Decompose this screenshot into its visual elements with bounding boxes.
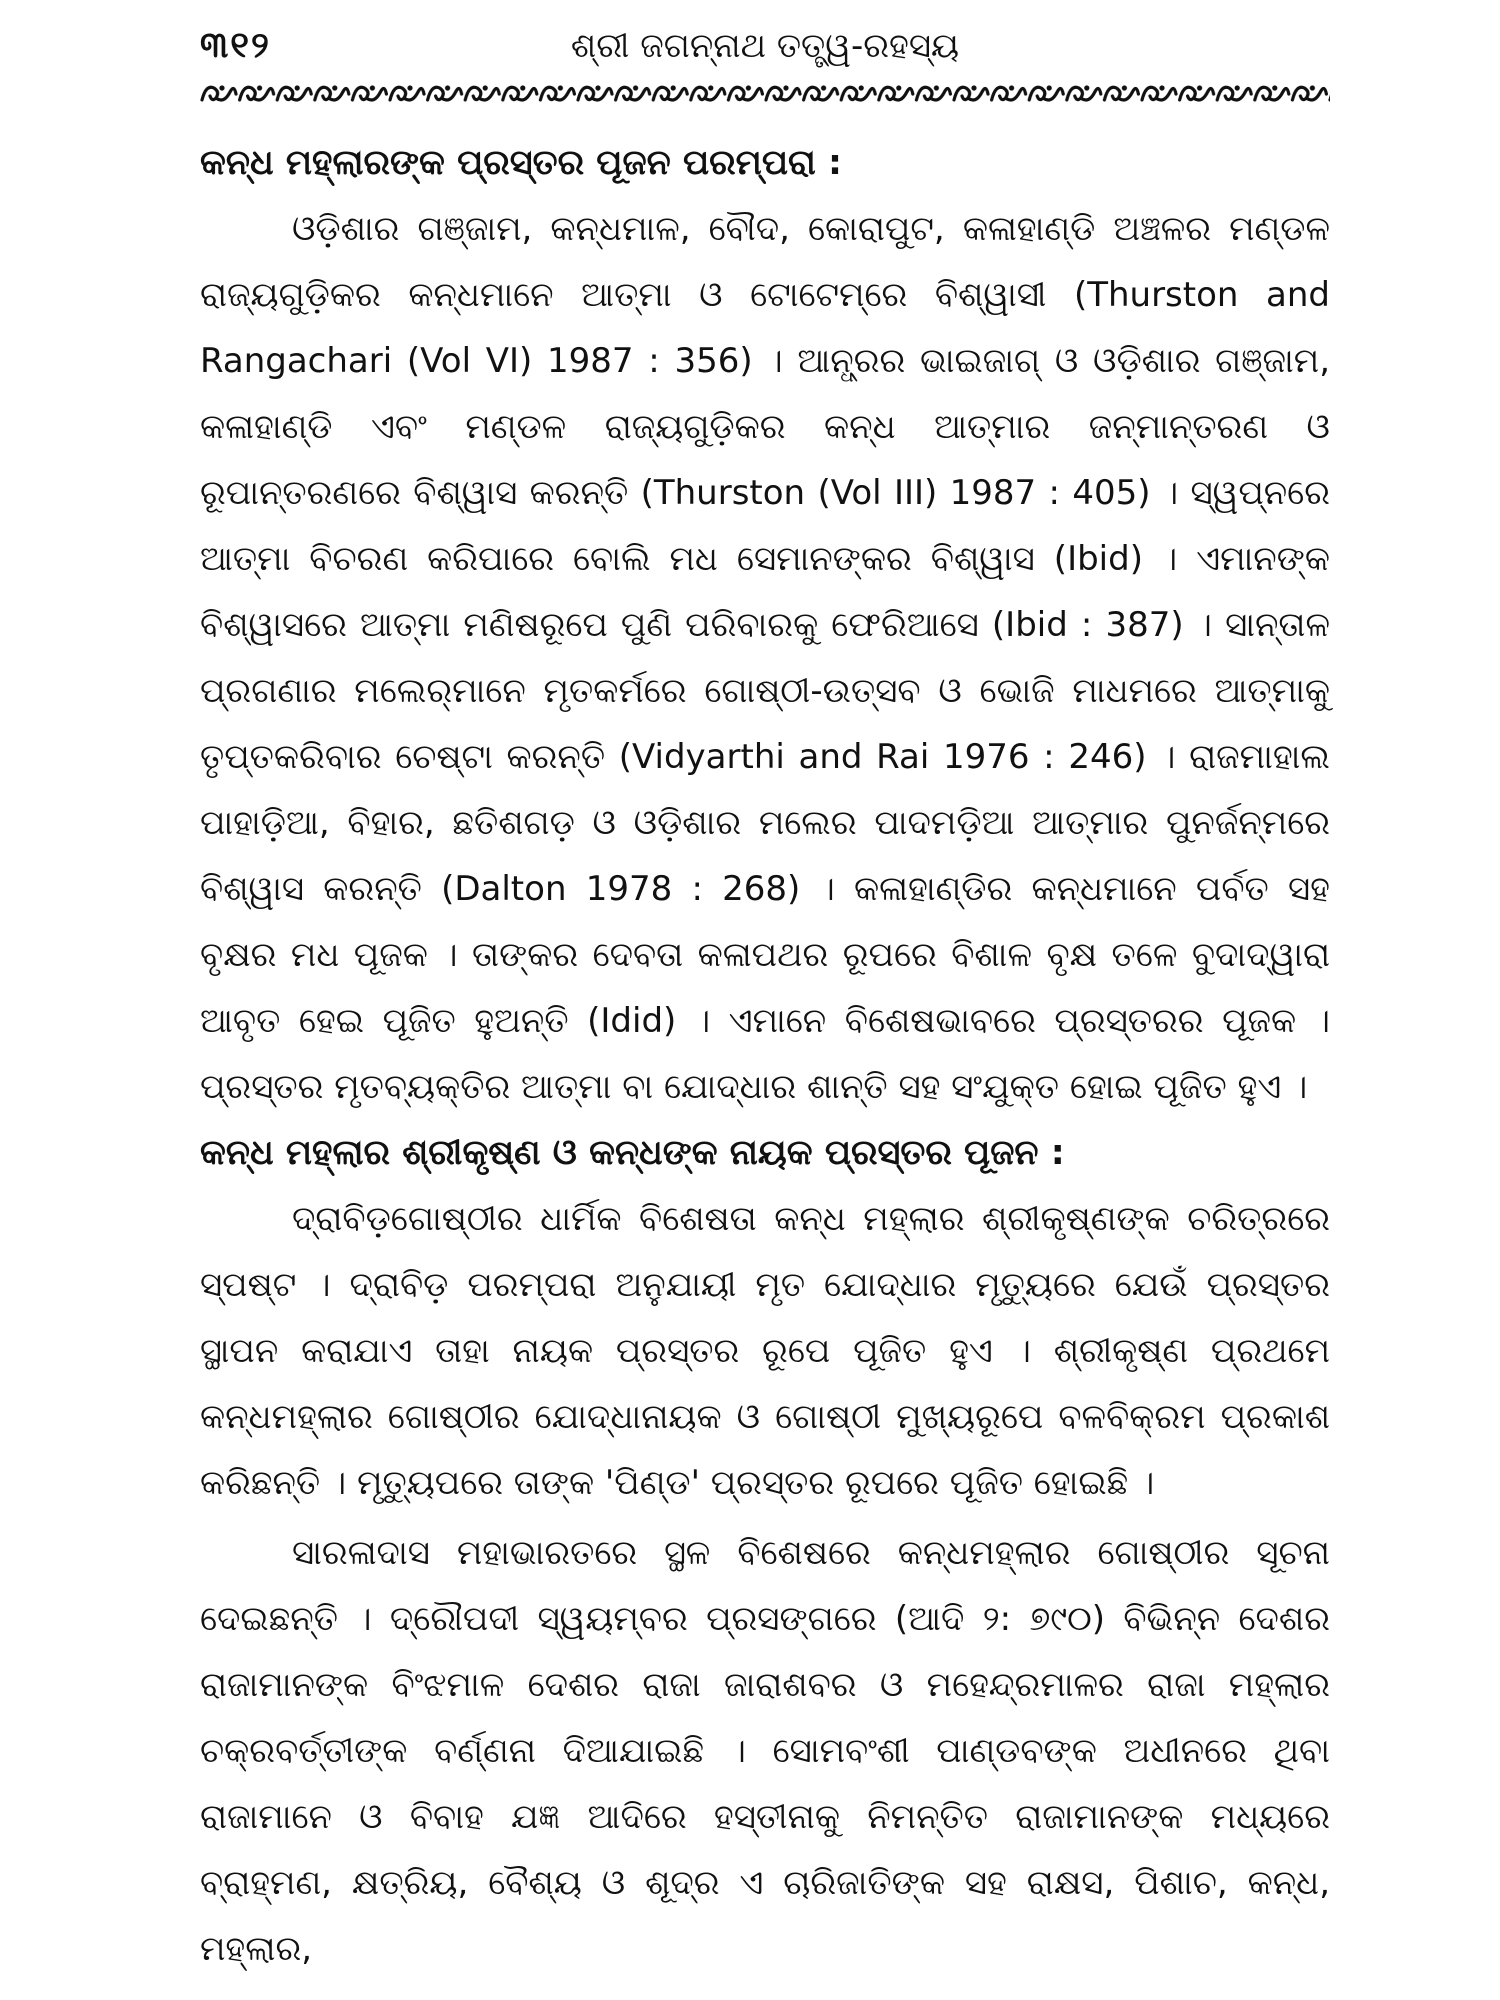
ornamental-rule [200,80,1330,106]
running-title: ଶ୍ରୀ ଜଗନ୍ନାଥ ତତ୍ତ୍ୱ-ରହସ୍ୟ [570,26,960,66]
paragraph: ସାରଳାଦାସ ମହାଭାରତରେ ସ୍ଥଳ ବିଶେଷରେ କନ୍ଧମହ୍ଲାର ଗୋଷ୍ଠୀର ସୂଚନା ଦେଇଛନ୍ତି । ଦ୍ରୌପଦୀ ସ୍ୱୟମ୍ବର ପ୍ରସଙ୍ଗରେ (ଆଦି ୨: ୭୯୦) ବିଭିନ୍ନ ଦେଶର ରାଜାମାନଙ୍କ ବିଂଝମାଳ ଦେଶର ରାଜା ଜାରାଶବର ଓ ମହେନ୍ଦ୍ରମାଳର ରାଜା ମହ୍ଲାର ଚକ୍ରବର୍ତ୍ତୀଙ୍କ ବର୍ଣ୍ଣନା ଦିଆଯାଇଛି । ସୋମବଂଶୀ ପାଣ୍ଡବଙ୍କ ଅଧୀନରେ ଥିବା ରାଜାମାନେ ଓ ବିବାହ ଯଜ୍ଞ ଆଦିରେ ହସ୍ତୀନାକୁ ନିମନ୍ତିତ ରାଜାମାନଙ୍କ ମଧ୍ୟରେ ବ୍ରାହ୍ମଣ, କ୍ଷତ୍ରିୟ, ବୈଶ୍ୟ ଓ ଶୂଦ୍ର ଏ ଚାରିଜାତିଙ୍କ ସହ ରାକ୍ଷସ, ପିଶାଚ, କନ୍ଧ, ମହ୍ଲାର, [200,1533,1330,1969]
page-number: ୩୧୨ [200,25,271,66]
running-header [200,18,1330,74]
section-heading: କନ୍ଧ ମହ୍ଲାର ଶ୍ରୀକୃଷ୍ଣ ଓ କନ୍ଧଙ୍କ ନାୟକ ପ୍ରସ୍ତର ପୂଜନ : [200,1133,1065,1173]
section-heading: କନ୍ଧ ମହ୍ଲାରଙ୍କ ପ୍ରସ୍ତର ପୂଜନ ପରମ୍ପରା : [200,143,843,183]
body-text [200,130,1330,1982]
paragraph: ଦ୍ରାବିଡ଼ଗୋଷ୍ଠୀର ଧାର୍ମିକ ବିଶେଷତା କନ୍ଧ ମହ୍ଲାର ଶ୍ରୀକୃଷ୍ଣଙ୍କ ଚରିତ୍ରରେ ସ୍ପଷ୍ଟ । ଦ୍ରାବିଡ଼ ପରମ୍ପରା ଅନୁଯାୟୀ ମୃତ ଯୋଦ୍ଧାର ମୃତ୍ୟୁରେ ଯେଉଁ ପ୍ରସ୍ତର ସ୍ଥାପନ କରାଯାଏ ତାହା ନାୟକ ପ୍ରସ୍ତର ରୂପେ ପୂଜିତ ହୁଏ । ଶ୍ରୀକୃଷ୍ଣ ପ୍ରଥମେ କନ୍ଧମହ୍ଲାର ଗୋଷ୍ଠୀର ଯୋଦ୍ଧାନାୟକ ଓ ଗୋଷ୍ଠୀ ମୁଖ୍ୟରୂପେ ବଳବିକ୍ରମ ପ୍ରକାଶ କରିଛନ୍ତି । ମୃତ୍ୟୁପରେ ତାଙ୍କ 'ପିଣ୍ଡ' ପ୍ରସ୍ତର ରୂପରେ ପୂଜିତ ହୋଇଛି । [200,1199,1330,1503]
paragraph: ଓଡ଼ିଶାର ଗଞ୍ଜାମ, କନ୍ଧମାଳ, ବୌଦ, କୋରାପୁଟ, କଳାହାଣ୍ଡି ଅଞ୍ଚଳର ମଣ୍ଡଳ ରାଜ୍ୟଗୁଡ଼ିକର କନ୍ଧମାନେ ଆତ୍ମା ଓ ଟୋଟେମ୍‌ରେ ବିଶ୍ୱାସୀ (Thurston and Rangachari (Vol VI) 1987 : 356) । ଆନ୍ଧ୍ରର ଭାଇଜାଗ୍ ଓ ଓଡ଼ିଶାର ଗଞ୍ଜାମ, କଳାହାଣ୍ଡି ଏବଂ ମଣ୍ଡଳ ରାଜ୍ୟଗୁଡ଼ିକର କନ୍ଧ ଆତ୍ମାର ଜନ୍ମାନ୍ତରଣ ଓ ରୂପାନ୍ତରଣରେ ବିଶ୍ୱାସ କରନ୍ତି (Thurston (Vol III) 1987 : 405) । ସ୍ୱପ୍ନରେ ଆତ୍ମା ବିଚରଣ କରିପାରେ ବୋଲି ମଧ ସେମାନଙ୍କର ବିଶ୍ୱାସ (Ibid) । ଏମାନଙ୍କ ବିଶ୍ୱାସରେ ଆତ୍ମା ମଣିଷରୂପେ ପୁଣି ପରିବାରକୁ ଫେରିଆସେ (Ibid : 387) । ସାନ୍ତାଳ ପ୍ରଗଣାର ମଲେର୍‌ମାନେ ମୃତକର୍ମରେ ଗୋଷ୍ଠୀ-ଉତ୍ସବ ଓ ଭୋଜି ମାଧମରେ ଆତ୍ମାକୁ ତୃପ୍ତକରିବାର ଚେଷ୍ଟା କରନ୍ତି (Vidyarthi and Rai 1976 : 246) । ରାଜମାହାଲ ପାହାଡ଼ିଆ, ବିହାର, ଛତିଶଗଡ଼ ଓ ଓଡ଼ିଶାର ମଲେର ପାଦମଡ଼ିଆ ଆତ୍ମାର ପୁନର୍ଜନ୍ମରେ ବିଶ୍ୱାସ କରନ୍ତି (Dalton 1978 : 268) । କଳାହାଣ୍ଡିର କନ୍ଧମାନେ ପର୍ବତ ସହ ବୃକ୍ଷର ମଧ ପୂଜକ । ତାଙ୍କର ଦେବତା କଳାପଥର ରୂପରେ ବିଶାଳ ବୃକ୍ଷ ତଳେ ବୁଦାଦ୍ୱାରା ଆବୃତ ହେଇ ପୂଜିତ ହୁଅନ୍ତି (Idid) । ଏମାନେ ବିଶେଷଭାବରେ ପ୍ରସ୍ତରର ପୂଜକ । ପ୍ରସ୍ତର ମୃତବ୍ୟକ୍ତିର ଆତ୍ମା ବା ଯୋଦ୍ଧାର ଶାନ୍ତି ସହ ସଂଯୁକ୍ତ ହୋଇ ପୂଜିତ ହୁଏ । [200,209,1330,1107]
